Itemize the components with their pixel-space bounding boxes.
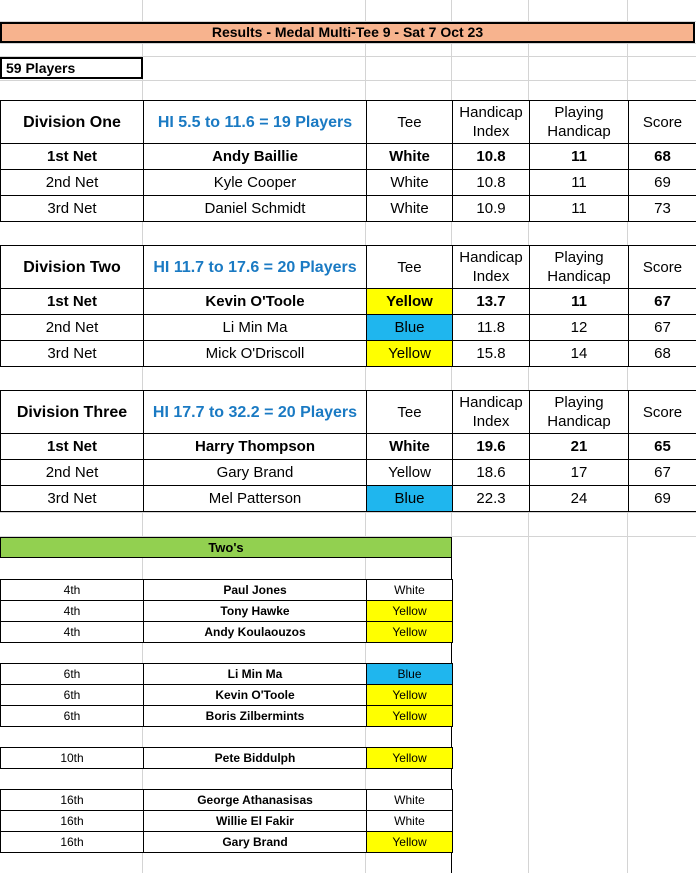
place-cell: 3rd Net xyxy=(1,486,144,512)
division-range: HI 5.5 to 11.6 = 19 Players xyxy=(144,101,367,144)
tee-cell: White xyxy=(367,790,453,811)
playing-handicap-cell: 21 xyxy=(530,434,629,460)
handicap-index-cell: 11.8 xyxy=(453,315,530,341)
score-header: Score xyxy=(629,101,696,144)
score-cell: 69 xyxy=(629,486,696,512)
player-cell: George Athanasisas xyxy=(144,790,367,811)
tee-cell: Blue xyxy=(367,664,453,685)
twos-group-6th xyxy=(0,663,453,727)
tee-cell: Yellow xyxy=(367,685,453,706)
player-count: 59 Players xyxy=(0,57,143,79)
tee-cell: Yellow xyxy=(367,460,453,486)
score-cell: 73 xyxy=(629,196,696,222)
player-cell: Pete Biddulph xyxy=(144,748,367,769)
place-cell: 1st Net xyxy=(1,289,144,315)
twos-group-10th xyxy=(0,747,453,769)
tee-cell: Yellow xyxy=(367,289,453,315)
playing-handicap-cell: 12 xyxy=(530,315,629,341)
player-cell: Gary Brand xyxy=(144,832,367,853)
tee-header: Tee xyxy=(367,246,453,289)
handicap-index-cell: 19.6 xyxy=(453,434,530,460)
player-cell: Tony Hawke xyxy=(144,601,367,622)
place-cell: 3rd Net xyxy=(1,341,144,367)
handicap-index-cell: 13.7 xyxy=(453,289,530,315)
player-cell: Andy Baillie xyxy=(144,144,367,170)
result-row xyxy=(1,144,696,170)
tee-cell: White xyxy=(367,170,453,196)
playing-handicap-cell: 11 xyxy=(530,170,629,196)
twos-group-16th xyxy=(0,789,453,853)
place-cell: 1st Net xyxy=(1,434,144,460)
handicap-index-cell: 15.8 xyxy=(453,341,530,367)
playing-handicap-cell: 11 xyxy=(530,289,629,315)
twos-header: Two's xyxy=(0,537,452,558)
player-cell: Kevin O'Toole xyxy=(144,685,367,706)
player-cell: Li Min Ma xyxy=(144,664,367,685)
tee-cell: Yellow xyxy=(367,832,453,853)
result-row xyxy=(1,315,696,341)
hole-cell: 6th xyxy=(1,664,144,685)
tee-cell: Yellow xyxy=(367,622,453,643)
handicap-index-cell: 10.8 xyxy=(453,170,530,196)
tee-cell: White xyxy=(367,144,453,170)
playing-handicap-cell: 17 xyxy=(530,460,629,486)
tee-header: Tee xyxy=(367,391,453,434)
playing-handicap-cell: 14 xyxy=(530,341,629,367)
tee-cell: Yellow xyxy=(367,706,453,727)
tee-cell: White xyxy=(367,580,453,601)
twos-row xyxy=(1,664,453,685)
division-header-row xyxy=(1,246,696,289)
hole-cell: 4th xyxy=(1,622,144,643)
twos-row xyxy=(1,601,453,622)
twos-row xyxy=(1,706,453,727)
player-cell: Mick O'Driscoll xyxy=(144,341,367,367)
playing-handicap-cell: 11 xyxy=(530,196,629,222)
playing-handicap-header: Playing Handicap xyxy=(530,101,629,144)
tee-cell: Yellow xyxy=(367,748,453,769)
score-cell: 67 xyxy=(629,315,696,341)
player-cell: Li Min Ma xyxy=(144,315,367,341)
result-row xyxy=(1,170,696,196)
handicap-index-header: Handicap Index xyxy=(453,246,530,289)
tee-cell: Blue xyxy=(367,486,453,512)
result-row xyxy=(1,460,696,486)
hole-cell: 10th xyxy=(1,748,144,769)
score-cell: 65 xyxy=(629,434,696,460)
score-cell: 69 xyxy=(629,170,696,196)
player-cell: Mel Patterson xyxy=(144,486,367,512)
place-cell: 2nd Net xyxy=(1,170,144,196)
result-row xyxy=(1,289,696,315)
player-cell: Kevin O'Toole xyxy=(144,289,367,315)
handicap-index-cell: 22.3 xyxy=(453,486,530,512)
player-cell: Daniel Schmidt xyxy=(144,196,367,222)
twos-row xyxy=(1,790,453,811)
handicap-index-header: Handicap Index xyxy=(453,391,530,434)
player-cell: Andy Koulaouzos xyxy=(144,622,367,643)
player-cell: Boris Zilbermints xyxy=(144,706,367,727)
twos-row xyxy=(1,580,453,601)
player-cell: Paul Jones xyxy=(144,580,367,601)
division-name: Division One xyxy=(1,101,144,144)
division-name: Division Two xyxy=(1,246,144,289)
result-row xyxy=(1,486,696,512)
score-cell: 68 xyxy=(629,341,696,367)
playing-handicap-header: Playing Handicap xyxy=(530,391,629,434)
score-cell: 68 xyxy=(629,144,696,170)
twos-row xyxy=(1,748,453,769)
place-cell: 2nd Net xyxy=(1,460,144,486)
twos-row xyxy=(1,832,453,853)
hole-cell: 16th xyxy=(1,832,144,853)
handicap-index-header: Handicap Index xyxy=(453,101,530,144)
division-one-table xyxy=(0,100,696,222)
hole-cell: 6th xyxy=(1,685,144,706)
division-two-table xyxy=(0,245,696,367)
tee-cell: White xyxy=(367,196,453,222)
tee-cell: White xyxy=(367,434,453,460)
hole-cell: 6th xyxy=(1,706,144,727)
handicap-index-cell: 18.6 xyxy=(453,460,530,486)
hole-cell: 4th xyxy=(1,580,144,601)
tee-cell: Blue xyxy=(367,315,453,341)
place-cell: 3rd Net xyxy=(1,196,144,222)
division-name: Division Three xyxy=(1,391,144,434)
division-range: HI 11.7 to 17.6 = 20 Players xyxy=(144,246,367,289)
division-three-table xyxy=(0,390,696,512)
score-cell: 67 xyxy=(629,289,696,315)
division-range: HI 17.7 to 32.2 = 20 Players xyxy=(144,391,367,434)
score-cell: 67 xyxy=(629,460,696,486)
playing-handicap-cell: 11 xyxy=(530,144,629,170)
hole-cell: 16th xyxy=(1,790,144,811)
playing-handicap-header: Playing Handicap xyxy=(530,246,629,289)
tee-header: Tee xyxy=(367,101,453,144)
division-header-row xyxy=(1,101,696,144)
handicap-index-cell: 10.9 xyxy=(453,196,530,222)
place-cell: 2nd Net xyxy=(1,315,144,341)
result-row xyxy=(1,434,696,460)
player-cell: Gary Brand xyxy=(144,460,367,486)
score-header: Score xyxy=(629,246,696,289)
twos-group-4th xyxy=(0,579,453,643)
playing-handicap-cell: 24 xyxy=(530,486,629,512)
result-row xyxy=(1,196,696,222)
handicap-index-cell: 10.8 xyxy=(453,144,530,170)
player-cell: Kyle Cooper xyxy=(144,170,367,196)
place-cell: 1st Net xyxy=(1,144,144,170)
twos-row xyxy=(1,811,453,832)
twos-row xyxy=(1,622,453,643)
score-header: Score xyxy=(629,391,696,434)
tee-cell: Yellow xyxy=(367,341,453,367)
hole-cell: 4th xyxy=(1,601,144,622)
tee-cell: Yellow xyxy=(367,601,453,622)
hole-cell: 16th xyxy=(1,811,144,832)
result-row xyxy=(1,341,696,367)
player-cell: Willie El Fakir xyxy=(144,811,367,832)
tee-cell: White xyxy=(367,811,453,832)
twos-row xyxy=(1,685,453,706)
division-header-row xyxy=(1,391,696,434)
player-cell: Harry Thompson xyxy=(144,434,367,460)
page-title: Results - Medal Multi-Tee 9 - Sat 7 Oct 23 xyxy=(0,22,695,43)
